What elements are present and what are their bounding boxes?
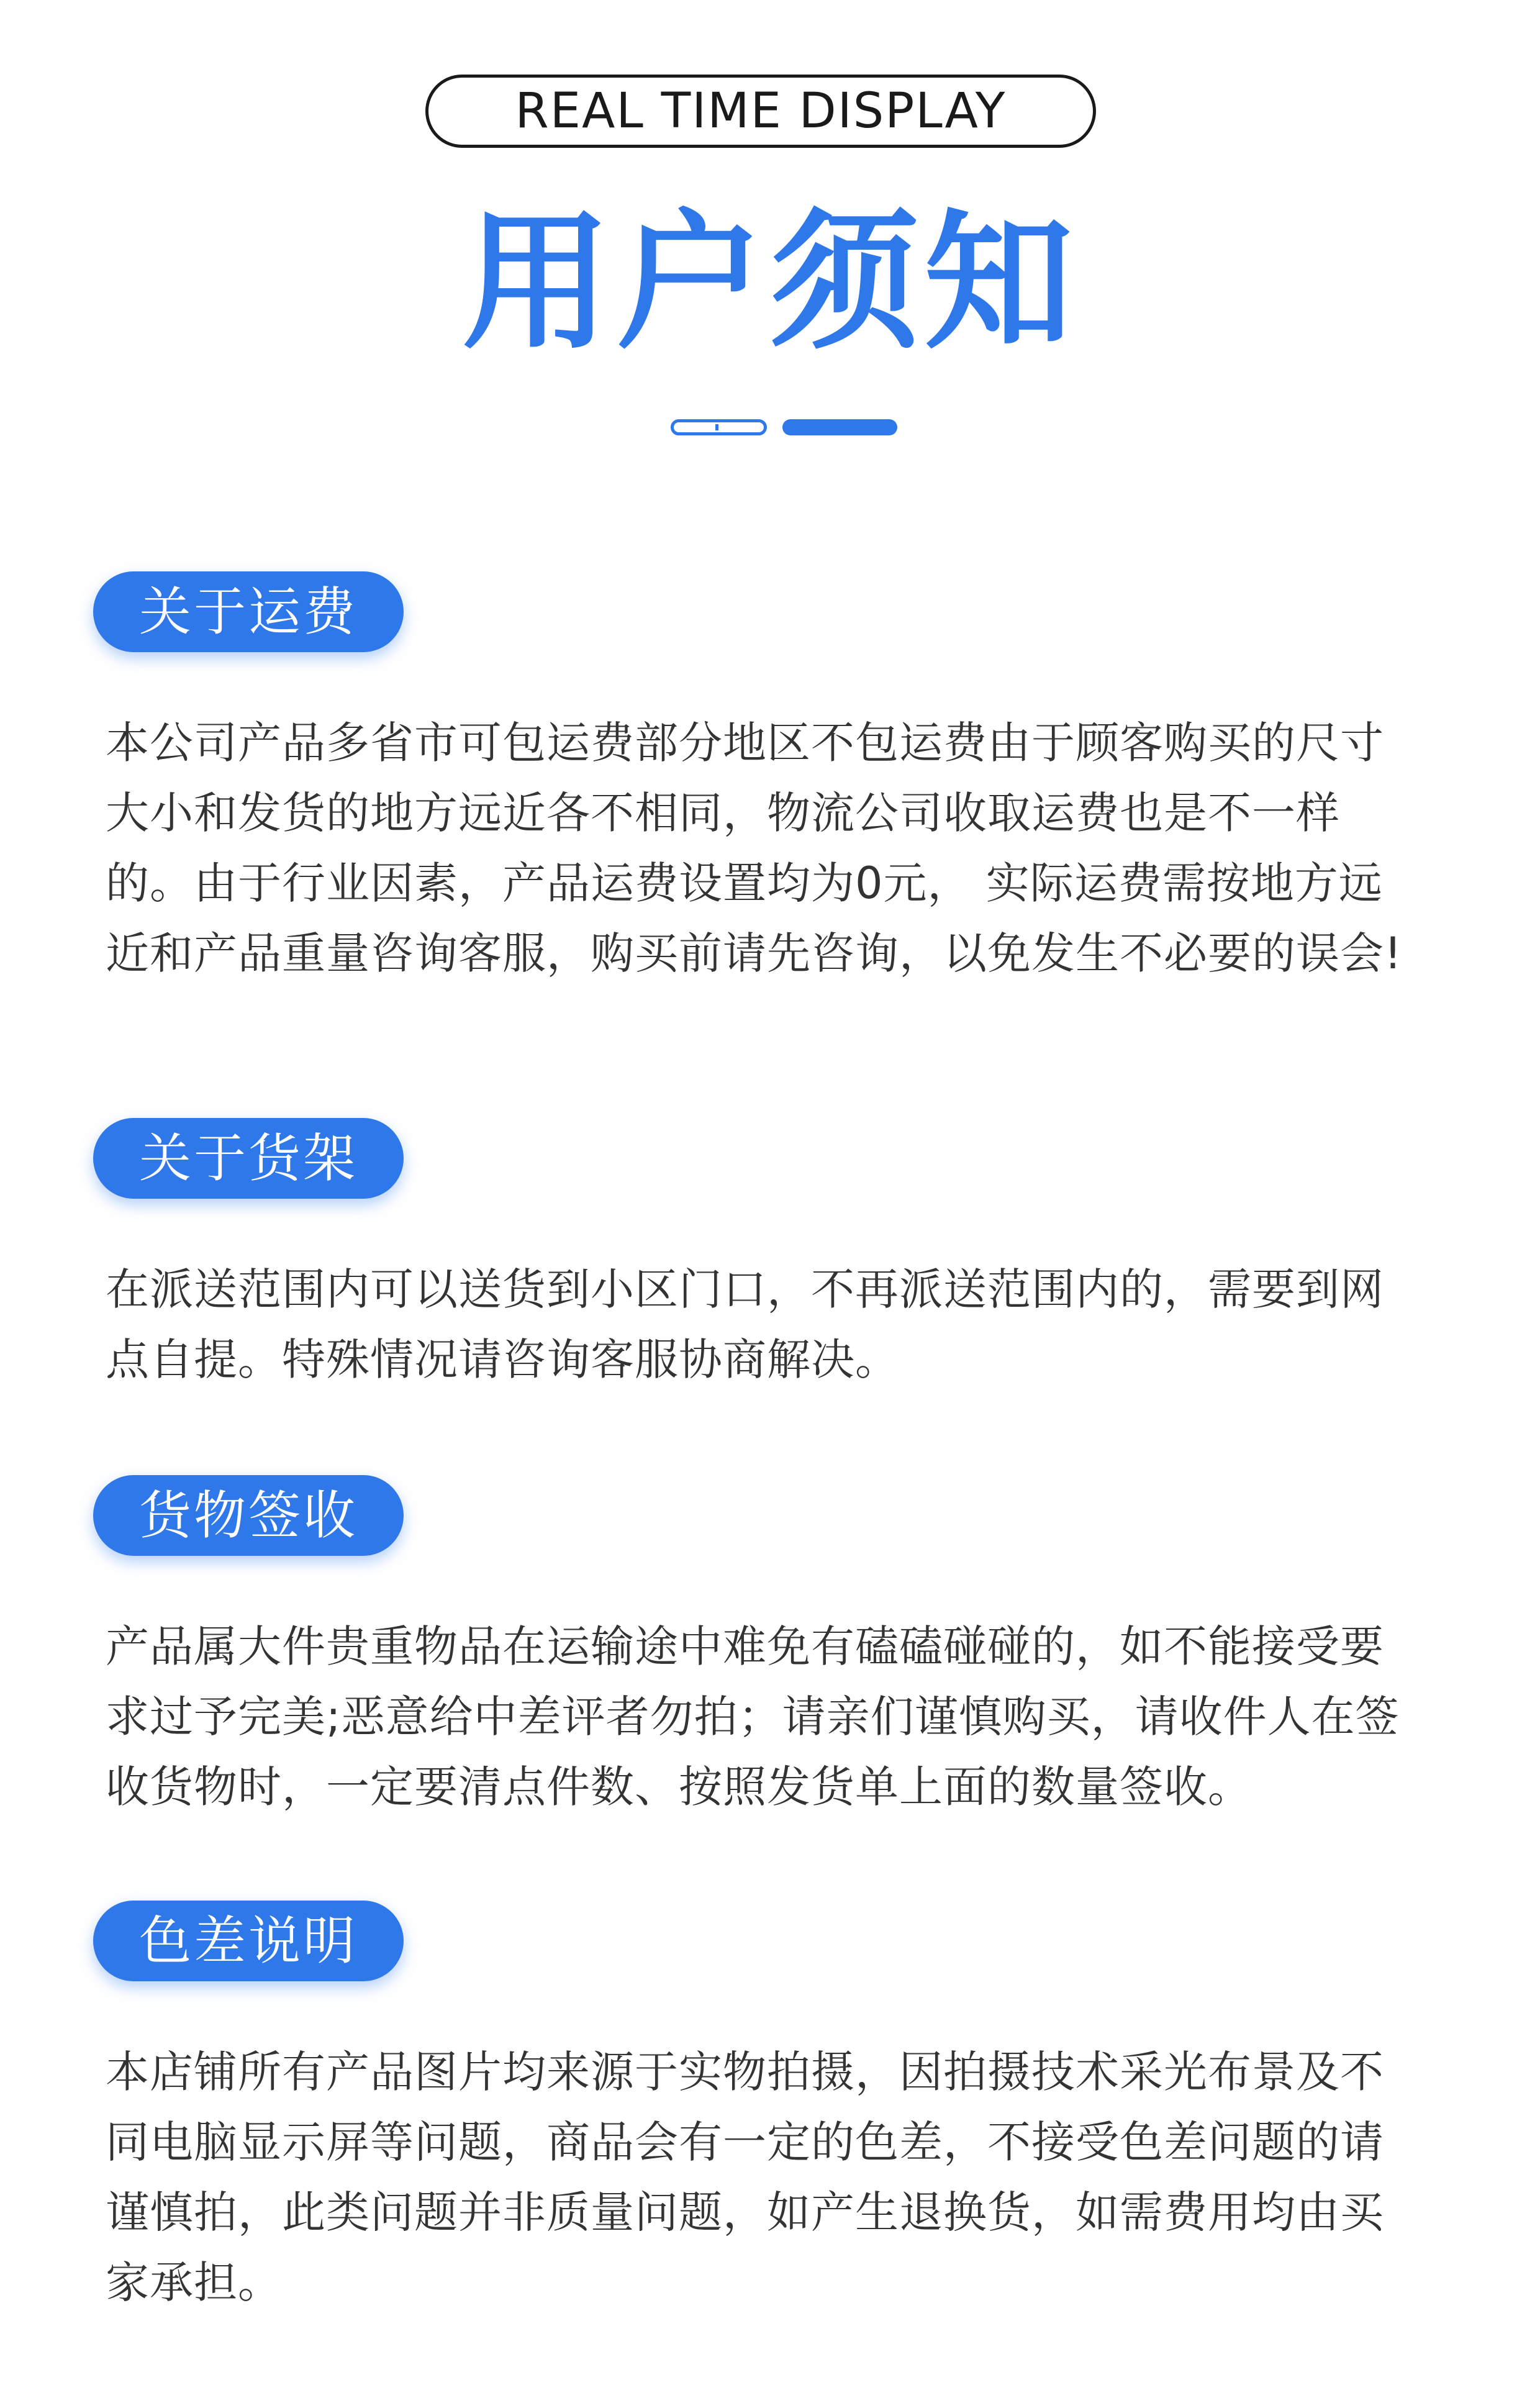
page-title: 用户须知 xyxy=(461,196,1078,370)
divider-outline-pill xyxy=(671,419,767,435)
section-heading-badge: 关于货架 xyxy=(93,1118,404,1199)
section-heading-badge: 色差说明 xyxy=(93,1901,404,1981)
section-body-text: 本公司产品多省市可包运费部分地区不包运费由于顾客购买的尺寸大小和发货的地方远近各不相同，物流公司收取运费也是不一样的。由于行业因素，产品运费设置均为0元， 实际运费需按地方远近和产品重量咨询客服，购买前请先咨询，以免发生不必要的误会! xyxy=(106,717,1403,979)
section-heading-badge: 货物签收 xyxy=(93,1475,404,1556)
section-body-text: 在派送范围内可以送货到小区门口，不再派送范围内的，需要到网点自提。特殊情况请咨询客服协商解决。 xyxy=(106,1264,1384,1385)
title-divider-ornament xyxy=(671,419,882,435)
section-delivery xyxy=(0,1118,1540,1429)
section-heading-badge: 关于运费 xyxy=(93,571,404,652)
section-color-difference xyxy=(0,1901,1540,2373)
section-goods-receipt xyxy=(0,1475,1540,1860)
section-body-text: 产品属大件贵重物品在运输途中难免有磕磕碰碰的，如不能接受要求过予完美;恶意给中差评者勿拍；请亲们谨慎购买，请收件人在签收货物时，一定要清点件数、按照发货单上面的数量签收。 xyxy=(106,1621,1400,1812)
eyebrow-label: REAL TIME DISPLAY xyxy=(425,75,1096,148)
section-shipping-fee xyxy=(0,571,1540,1068)
divider-solid-pill xyxy=(782,419,897,435)
section-body-text: 本店铺所有产品图片均来源于实物拍摄，因拍摄技术采光布景及不同电脑显示屏等问题，商品会有一定的色差，不接受色差问题的请谨慎拍，此类问题并非质量问题，如产生退换货，如需费用均由买家承担。 xyxy=(106,2047,1384,2308)
